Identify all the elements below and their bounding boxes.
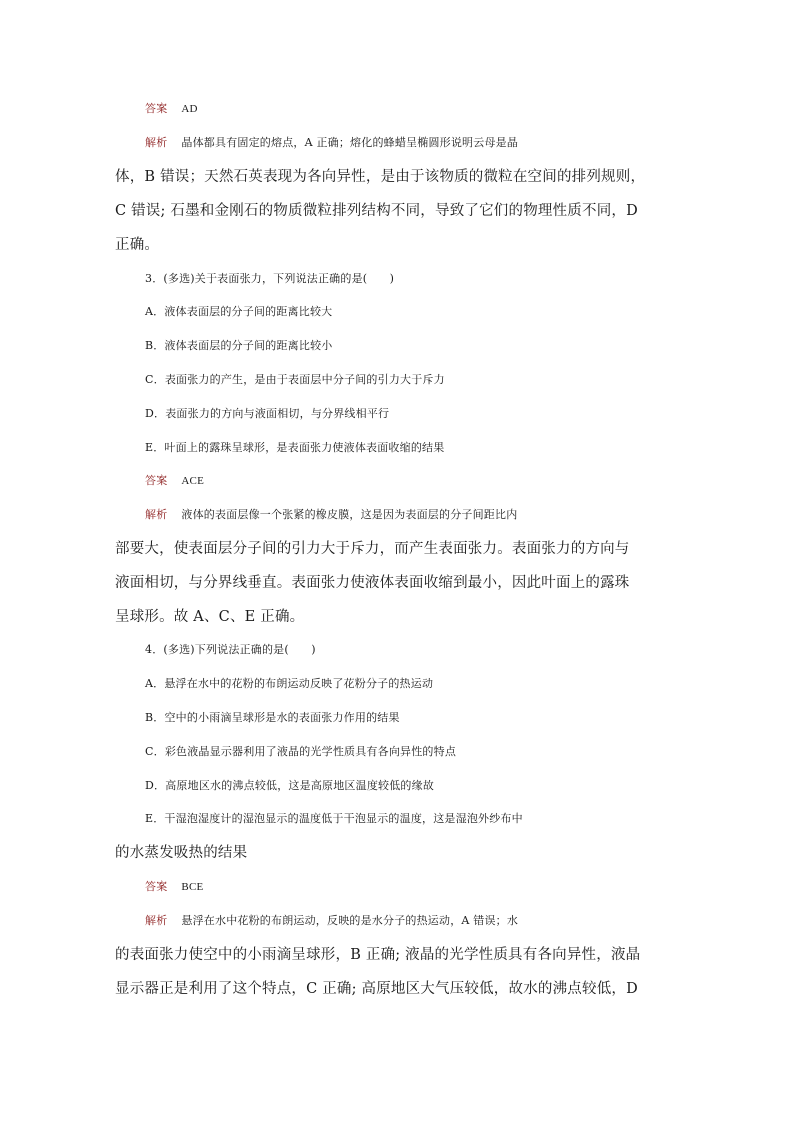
analysis-text: 液体的表面层像一个张紧的橡皮膜，这是因为表面层的分子间距比内 xyxy=(181,508,518,521)
answer-line-q3 xyxy=(145,471,715,491)
text-line: 体，B 错误；天然石英表现为各向异性，是由于该物质的微粒在空间的排列规则， xyxy=(115,169,646,185)
question-3-option-c: C．表面张力的产生，是由于表面层中分子间的引力大于斥力 xyxy=(145,373,445,386)
question-4-option-e: E．干湿泡湿度计的湿泡显示的温度低于干泡显示的温度，这是湿泡外纱布中 xyxy=(145,812,523,825)
question-3-option-a: A．液体表面层的分子间的距离比较大 xyxy=(145,305,333,318)
analysis-label: 解析 xyxy=(145,136,168,149)
answer-value: ACE xyxy=(181,475,205,487)
question-3-option-b: B．液体表面层的分子间的距离比较小 xyxy=(145,339,333,352)
question-4-option-b: B．空中的小雨滴呈球形是水的表面张力作用的结果 xyxy=(145,711,400,724)
text-line: 显示器正是利用了这个特点，C 正确; 高原地区大气压较低，故水的沸点较低，D xyxy=(115,981,638,997)
answer-label: 答案 xyxy=(145,474,168,487)
text-line: 呈球形。故 A、C、E 正确。 xyxy=(115,609,305,625)
answer-label: 答案 xyxy=(145,102,168,115)
answer-label: 答案 xyxy=(145,880,168,893)
text-line: C 错误; 石墨和金刚石的物质微粒排列结构不同，导致了它们的物理性质不同，D xyxy=(115,203,638,219)
answer-value: BCE xyxy=(181,881,204,893)
answer-line-q4 xyxy=(145,877,715,897)
analysis-text: 晶体都具有固定的熔点，A 正确；熔化的蜂蜡呈椭圆形说明云母是晶 xyxy=(181,136,519,149)
analysis-line-q2 xyxy=(145,133,715,153)
answer-value: AD xyxy=(181,103,198,115)
text-line: 正确。 xyxy=(115,237,160,253)
text-line: 液面相切，与分界线垂直。表面张力使液体表面收缩到最小，因此叶面上的露珠 xyxy=(115,575,630,591)
question-4-stem: 4．(多选)下列说法正确的是( ) xyxy=(145,643,316,656)
question-4-option-d: D．高原地区水的沸点较低，这是高原地区温度较低的缘故 xyxy=(145,779,435,792)
text-line: 部要大，使表面层分子间的引力大于斥力，而产生表面张力。表面张力的方向与 xyxy=(115,541,630,557)
analysis-text: 悬浮在水中花粉的布朗运动，反映的是水分子的热运动，A 错误；水 xyxy=(181,914,519,927)
question-3-option-e: E．叶面上的露珠呈球形，是表面张力使液体表面收缩的结果 xyxy=(145,441,445,454)
question-3-stem: 3．(多选)关于表面张力，下列说法正确的是( ) xyxy=(145,272,395,285)
analysis-label: 解析 xyxy=(145,508,168,521)
text-line: 的水蒸发吸热的结果 xyxy=(115,845,248,861)
question-4-option-a: A．悬浮在水中的花粉的布朗运动反映了花粉分子的热运动 xyxy=(145,677,434,690)
analysis-label: 解析 xyxy=(145,914,168,927)
answer-line-q2 xyxy=(145,99,715,119)
question-4-option-c: C．彩色液晶显示器利用了液晶的光学性质具有各向异性的特点 xyxy=(145,745,457,758)
analysis-line-q4 xyxy=(145,911,715,931)
analysis-line-q3 xyxy=(145,505,715,525)
text-line: 的表面张力使空中的小雨滴呈球形，B 正确; 液晶的光学性质具有各向异性，液晶 xyxy=(115,947,641,963)
question-3-option-d: D．表面张力的方向与液面相切，与分界线相平行 xyxy=(145,407,390,420)
